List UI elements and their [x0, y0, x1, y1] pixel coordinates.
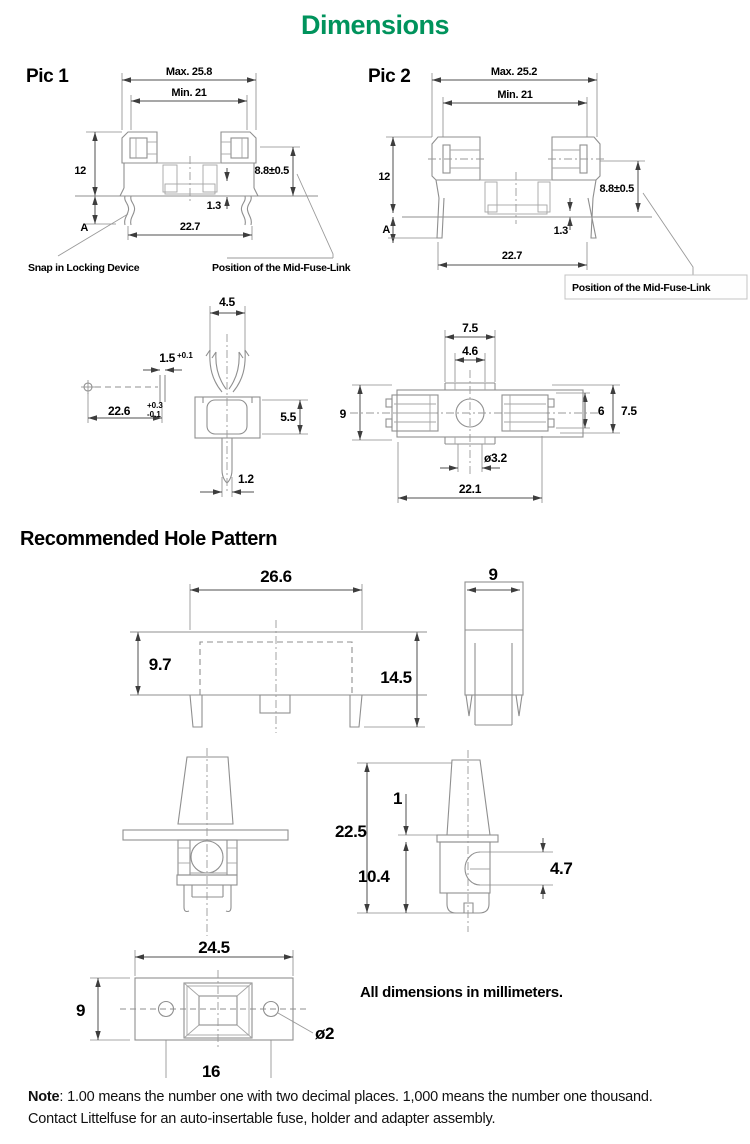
- hpf-dimensions: [138, 567, 425, 727]
- pic2-dim-13: 1.3: [553, 225, 568, 237]
- clip-dim-45: 4.5: [219, 295, 235, 309]
- pic1-drawing: [20, 58, 360, 292]
- pic1-callout-snap: Snap in Locking Device: [28, 262, 140, 274]
- clip-part-outline: [195, 334, 260, 492]
- pic2-dim-88: 8.8±0.5: [599, 183, 634, 195]
- clip-pitch-tol-plus: +0.3: [147, 401, 163, 410]
- hp-dim-266: 26.6: [260, 567, 292, 586]
- hp-dim-47: 4.7: [550, 859, 573, 878]
- hp-dim-245: 24.5: [198, 938, 230, 957]
- pic2-dim-max: Max. 25.2: [490, 66, 538, 78]
- topview-part-outline: [350, 370, 602, 474]
- page-title: Dimensions: [300, 10, 450, 40]
- hp-dim-16: 16: [201, 1062, 221, 1081]
- hp-dim-104: 10.4: [358, 867, 390, 886]
- adapter-side-view: [330, 742, 578, 947]
- pic1-callout-midfuse: Position of the Mid-Fuse-Link: [212, 262, 351, 274]
- hps-part-outline: [465, 582, 523, 725]
- clip-pitch-value: 22.6: [108, 404, 131, 418]
- clip-pin-tol: +0.1: [177, 351, 193, 360]
- hole-pattern-side-view: [452, 556, 577, 746]
- hp-dim-145: 14.5: [380, 668, 412, 687]
- hp-hole-dia: ø2: [315, 1024, 335, 1043]
- clip-hole-pattern-dims: [81, 351, 193, 423]
- pic1-dim-12: 12: [74, 165, 86, 177]
- pic2-callout-midfuse: Position of the Mid-Fuse-Link: [572, 282, 711, 294]
- pic2-label: Pic 2: [368, 66, 411, 87]
- footnote: [28, 1086, 733, 1130]
- pic2-dim-a: A: [382, 224, 390, 236]
- tv-dim-75-right: 7.5: [621, 404, 637, 418]
- hp-dim-225: 22.5: [335, 822, 367, 841]
- footnote-label: Note: [28, 1089, 60, 1105]
- footnote-line1: : 1.00 means the number one with two decimal places. 1,000 means the number one thousand.: [59, 1089, 653, 1105]
- clip-dim-55: 5.5: [280, 410, 296, 424]
- pic1-dim-min: Min. 21: [171, 87, 207, 99]
- clip-pitch-tol-minus: -0.1: [147, 410, 161, 419]
- hole-pattern-front-view: [120, 556, 447, 740]
- hp-dim-9-side: 9: [488, 565, 498, 584]
- tv-hole-dia: ø3.2: [484, 451, 507, 465]
- tv-dim-75-top: 7.5: [462, 321, 478, 335]
- pic1-dimensions: [74, 66, 300, 240]
- hps-dimensions: [467, 565, 520, 590]
- footnote-line2: Contact Littelfuse for an auto-insertable fuse, holder and adapter assembly.: [28, 1111, 496, 1127]
- tv-dim-9: 9: [339, 407, 346, 421]
- hole-pattern-heading: Recommended Hole Pattern: [20, 528, 278, 550]
- pic2-dim-min: Min. 21: [497, 89, 533, 101]
- hp-dim-97: 9.7: [148, 655, 172, 674]
- pic1-dim-88: 8.8±0.5: [254, 165, 289, 177]
- pic1-part-outline: [75, 132, 318, 225]
- clip-dimensions: [200, 295, 308, 497]
- holder-top-view: [332, 312, 662, 517]
- tv-dim-6: 6: [597, 404, 605, 418]
- pic2-dim-227: 22.7: [501, 250, 523, 262]
- plate-outline: [120, 970, 308, 1048]
- units-note: All dimensions in millimeters.: [360, 984, 563, 1001]
- adapter-side-dimensions: [335, 763, 572, 913]
- topview-dimensions: [340, 321, 638, 503]
- plate-bottom-view: [68, 932, 348, 1084]
- pic1-label: Pic 1: [26, 66, 69, 87]
- pic1-dim-13: 1.3: [206, 200, 221, 212]
- clip-dim-12: 1.2: [238, 472, 254, 486]
- clip-side-view: [50, 292, 340, 505]
- pic1-dim-max: Max. 25.8: [165, 66, 213, 78]
- adapter-side-outline: [437, 750, 498, 932]
- adapter-front-view: [100, 742, 315, 940]
- adapter-front-outline: [123, 748, 288, 936]
- tv-dim-221: 22.1: [458, 482, 482, 496]
- pic1-dim-a: A: [80, 222, 88, 234]
- pic2-dim-12: 12: [378, 171, 390, 183]
- hp-dim-1: 1: [393, 789, 403, 808]
- clip-pin-value: 1.5: [159, 351, 175, 365]
- pic2-dimensions: [378, 66, 645, 270]
- pic2-drawing: [362, 58, 750, 306]
- pic1-dim-227: 22.7: [179, 221, 201, 233]
- tv-dim-46: 4.6: [462, 344, 478, 358]
- hp-dim-9-plate: 9: [75, 1001, 85, 1020]
